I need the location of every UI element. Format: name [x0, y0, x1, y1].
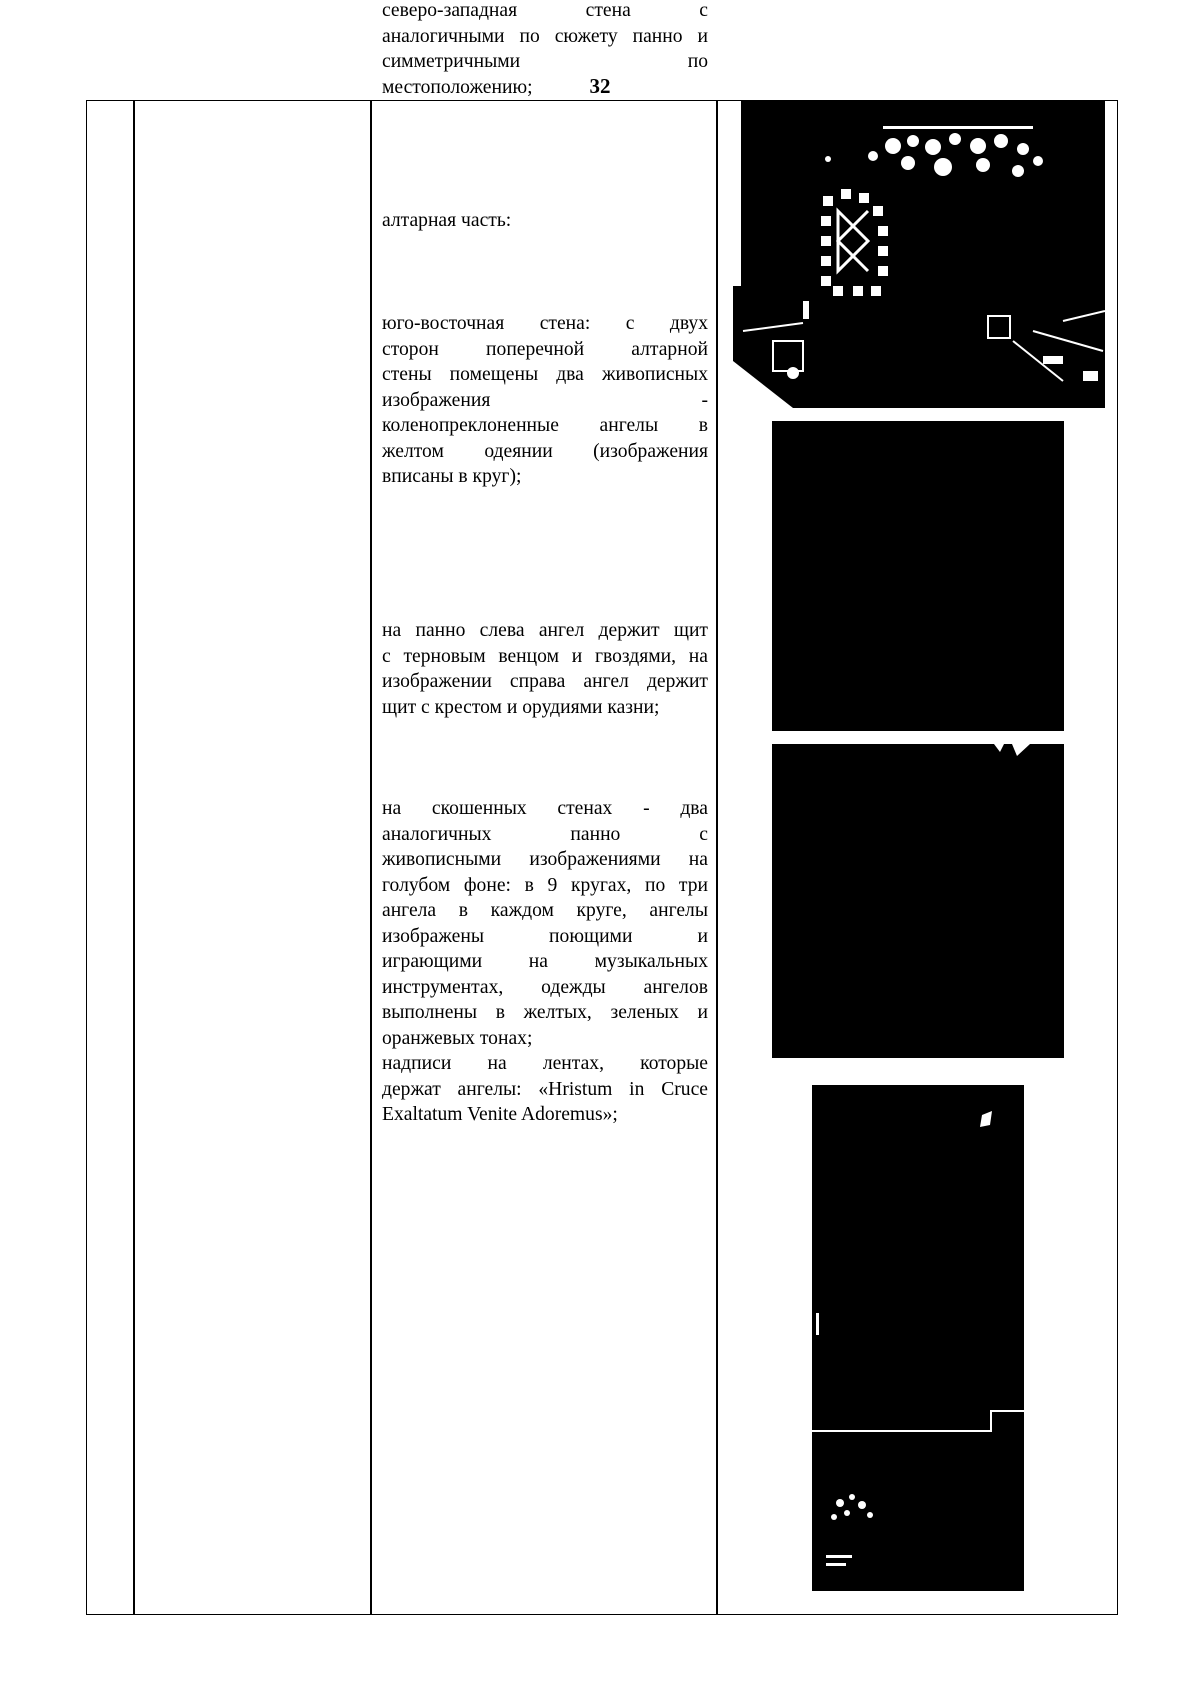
- description-paragraph: [382, 0, 708, 100]
- text-line: на скошенных стенах - два: [382, 798, 708, 819]
- text-line: щит с крестом и орудиями казни;: [382, 696, 660, 718]
- description-paragraph: [382, 618, 708, 720]
- text-line: надписи на лентах, которые: [382, 1053, 708, 1074]
- photo-kneeling-angel-right: [772, 744, 1064, 1058]
- text-line: живописными изображениями на: [382, 849, 708, 870]
- text-line: на панно слева ангел держит щит: [382, 620, 708, 641]
- text-line: коленопреклоненные ангелы в: [382, 415, 708, 436]
- description-paragraph: [382, 796, 708, 1128]
- photo-northwest-wall: [733, 101, 1105, 408]
- text-line: с терновым венцом и гвоздями, на: [382, 645, 708, 667]
- text-line: оранжевых тонах;: [382, 1027, 533, 1049]
- text-line: изображения -: [382, 389, 708, 411]
- table-column-divider: [370, 100, 372, 1615]
- table-column-divider: [716, 100, 718, 1615]
- text-line: ангела в каждом круге, ангелы: [382, 900, 708, 921]
- text-line: северо-западная стена с: [382, 0, 708, 21]
- text-line: выполнены в желтых, зеленых и: [382, 1002, 708, 1023]
- description-paragraph: [382, 311, 708, 490]
- text-line: Exaltatum Venite Adoremus»;: [382, 1104, 618, 1125]
- text-line: стены помещены два живописных: [382, 364, 708, 385]
- text-line: желтом одеянии (изображения: [382, 440, 708, 462]
- text-line: юго-восточная стена: с двух: [382, 313, 708, 334]
- text-line: вписаны в круг);: [382, 466, 522, 487]
- text-line: играющими на музыкальных: [382, 951, 708, 972]
- text-line: инструментах, одежды ангелов: [382, 976, 708, 998]
- page-number: 32: [589, 74, 611, 98]
- text-line: сторон поперечной алтарной: [382, 338, 708, 360]
- photo-angels-in-circles: [812, 1085, 1024, 1591]
- text-line: изображении справа ангел держит: [382, 671, 708, 692]
- text-line: держат ангелы: «Hristum in Cruce: [382, 1078, 708, 1100]
- text-line: симметричными по: [382, 51, 708, 72]
- text-line: аналогичных панно с: [382, 823, 708, 845]
- text-line: голубом фоне: в 9 кругах, по три: [382, 874, 708, 896]
- text-line: изображены поющими и: [382, 925, 708, 947]
- text-line: местоположению;: [382, 76, 533, 98]
- description-paragraph: [382, 208, 708, 234]
- table-column-divider: [133, 100, 135, 1615]
- photo-kneeling-angel-left: [772, 421, 1064, 731]
- text-line: аналогичными по сюжету панно и: [382, 25, 708, 47]
- text-line: алтарная часть:: [382, 210, 512, 231]
